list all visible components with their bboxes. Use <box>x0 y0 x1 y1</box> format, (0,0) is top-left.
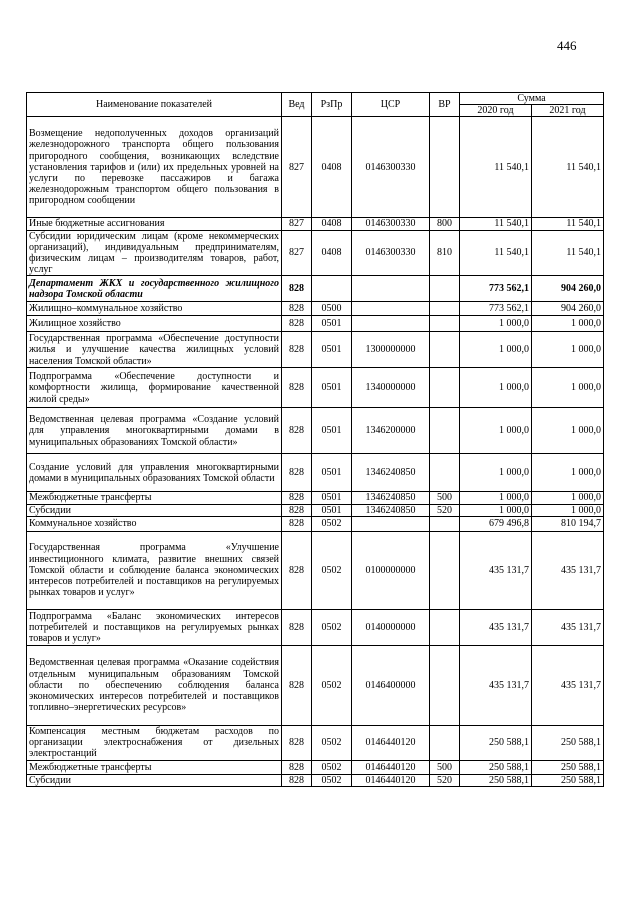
cell-csr: 0146440120 <box>352 760 430 774</box>
cell-rzpr: 0502 <box>312 516 352 531</box>
table-row <box>27 454 604 492</box>
table-row <box>27 531 604 609</box>
cell-vr <box>430 368 460 408</box>
cell-rzpr: 0502 <box>312 645 352 725</box>
cell-ved: 828 <box>282 504 312 516</box>
table-row <box>27 492 604 504</box>
cell-csr: 1346240850 <box>352 504 430 516</box>
cell-ved: 828 <box>282 408 312 454</box>
cell-csr: 1300000000 <box>352 332 430 368</box>
cell-name: Ведомственная целевая программа «Оказание содействия отдельным муниципальным образованиям Томской области по обеспечению соблюдения баланса экономических интересов потребителей и поставщиков топливно–энергетических ресурсов» <box>27 645 282 725</box>
table-row <box>27 725 604 760</box>
cell-rzpr: 0502 <box>312 774 352 786</box>
cell-2021: 1 000,0 <box>532 368 604 408</box>
cell-name: Компенсация местным бюджетам расходов по организации электроснабжения от дизельных электростанций <box>27 725 282 760</box>
cell-rzpr: 0501 <box>312 504 352 516</box>
cell-2021: 904 260,0 <box>532 302 604 316</box>
cell-vr <box>430 531 460 609</box>
header-rzpr: РзПр <box>312 93 352 117</box>
cell-2020: 1 000,0 <box>460 504 532 516</box>
header-2020: 2020 год <box>460 105 532 117</box>
cell-2021: 810 194,7 <box>532 516 604 531</box>
cell-name: Государственная программа «Улучшение инвестиционного климата, развитие внешних связей Томской области и соблюдение баланса экономических интересов потребителей и поставщиков на регулируемых рынках товаров и услуг» <box>27 531 282 609</box>
cell-2021: 1 000,0 <box>532 454 604 492</box>
cell-name: Субсидии <box>27 774 282 786</box>
cell-rzpr: 0502 <box>312 531 352 609</box>
cell-2020: 11 540,1 <box>460 230 532 276</box>
cell-2021: 1 000,0 <box>532 408 604 454</box>
cell-2020: 250 588,1 <box>460 774 532 786</box>
cell-rzpr: 0501 <box>312 316 352 332</box>
header-csr: ЦСР <box>352 93 430 117</box>
cell-name: Субсидии юридическим лицам (кроме некоммерческих организаций), индивидуальным предпринимателям, физическим лицам – производителям товаров, работ, услуг <box>27 230 282 276</box>
cell-2020: 1 000,0 <box>460 492 532 504</box>
cell-name: Межбюджетные трансферты <box>27 760 282 774</box>
cell-name: Субсидии <box>27 504 282 516</box>
cell-vr <box>430 332 460 368</box>
table-row <box>27 645 604 725</box>
cell-ved: 828 <box>282 316 312 332</box>
cell-name: Подпрограмма «Обеспечение доступности и комфортности жилища, формирование качественной жилой среды» <box>27 368 282 408</box>
cell-2020: 773 562,1 <box>460 302 532 316</box>
cell-2020: 435 131,7 <box>460 645 532 725</box>
cell-2020: 1 000,0 <box>460 368 532 408</box>
cell-vr: 520 <box>430 504 460 516</box>
cell-2021: 904 260,0 <box>532 276 604 302</box>
cell-2020: 435 131,7 <box>460 531 532 609</box>
cell-ved: 828 <box>282 516 312 531</box>
cell-2020: 1 000,0 <box>460 408 532 454</box>
budget-table <box>26 92 604 787</box>
cell-ved: 828 <box>282 774 312 786</box>
cell-name: Государственная программа «Обеспечение доступности жилья и улучшение качества жилищных условий населения Томской области» <box>27 332 282 368</box>
cell-2020: 11 540,1 <box>460 218 532 230</box>
cell-rzpr: 0502 <box>312 760 352 774</box>
cell-vr <box>430 276 460 302</box>
cell-csr <box>352 302 430 316</box>
cell-name: Ведомственная целевая программа «Создание условий для управления многоквартирными домами в муниципальных образованиях Томской области» <box>27 408 282 454</box>
cell-csr: 0146400000 <box>352 645 430 725</box>
cell-name: Создание условий для управления многоквартирными домами в муниципальных образованиях Томской области <box>27 454 282 492</box>
cell-ved: 827 <box>282 218 312 230</box>
cell-2020: 1 000,0 <box>460 316 532 332</box>
cell-name: Подпрограмма «Баланс экономических интересов потребителей и поставщиков на регулируемых рынках товаров и услуг» <box>27 609 282 645</box>
table-row <box>27 276 604 302</box>
page-number: 446 <box>557 38 577 53</box>
cell-vr <box>430 645 460 725</box>
cell-2020: 250 588,1 <box>460 760 532 774</box>
table-row <box>27 609 604 645</box>
table-row <box>27 368 604 408</box>
cell-2020: 11 540,1 <box>460 117 532 218</box>
header-2021: 2021 год <box>532 105 604 117</box>
cell-2021: 1 000,0 <box>532 492 604 504</box>
cell-ved: 828 <box>282 760 312 774</box>
header-name: Наименование показателей <box>27 93 282 117</box>
cell-csr: 1346240850 <box>352 492 430 504</box>
table-row <box>27 218 604 230</box>
cell-vr <box>430 516 460 531</box>
cell-2021: 250 588,1 <box>532 725 604 760</box>
cell-rzpr <box>312 276 352 302</box>
cell-ved: 828 <box>282 276 312 302</box>
cell-rzpr: 0501 <box>312 492 352 504</box>
cell-2020: 679 496,8 <box>460 516 532 531</box>
cell-ved: 828 <box>282 531 312 609</box>
table-row <box>27 302 604 316</box>
cell-rzpr: 0501 <box>312 454 352 492</box>
cell-csr: 0146440120 <box>352 725 430 760</box>
cell-2021: 1 000,0 <box>532 504 604 516</box>
cell-name: Иные бюджетные ассигнования <box>27 218 282 230</box>
cell-ved: 828 <box>282 368 312 408</box>
cell-2021: 250 588,1 <box>532 760 604 774</box>
table-row <box>27 504 604 516</box>
cell-name: Возмещение недополученных доходов организаций железнодорожного транспорта общего пользования пригородного сообщения, возникающих вследствие установления тарифов и (или) их предельных уровней на услуги по перевозке пассажиров и багажа железнодорожным транспортом общего пользования в пригородном сообщении <box>27 117 282 218</box>
cell-ved: 828 <box>282 332 312 368</box>
cell-2020: 250 588,1 <box>460 725 532 760</box>
cell-name: Жилищное хозяйство <box>27 316 282 332</box>
cell-ved: 828 <box>282 645 312 725</box>
table-row <box>27 774 604 786</box>
cell-csr <box>352 316 430 332</box>
cell-2021: 1 000,0 <box>532 332 604 368</box>
cell-rzpr: 0501 <box>312 408 352 454</box>
cell-ved: 827 <box>282 230 312 276</box>
cell-csr: 0100000000 <box>352 531 430 609</box>
cell-2020: 435 131,7 <box>460 609 532 645</box>
table-row <box>27 760 604 774</box>
cell-2021: 435 131,7 <box>532 531 604 609</box>
cell-ved: 827 <box>282 117 312 218</box>
cell-ved: 828 <box>282 302 312 316</box>
cell-2021: 435 131,7 <box>532 609 604 645</box>
cell-ved: 828 <box>282 492 312 504</box>
table-row <box>27 332 604 368</box>
cell-csr: 0146300330 <box>352 218 430 230</box>
cell-rzpr: 0408 <box>312 230 352 276</box>
cell-csr: 0146300330 <box>352 117 430 218</box>
cell-rzpr: 0502 <box>312 725 352 760</box>
table-body <box>27 117 604 787</box>
cell-csr: 0140000000 <box>352 609 430 645</box>
cell-vr <box>430 408 460 454</box>
cell-2021: 11 540,1 <box>532 117 604 218</box>
cell-csr: 1346200000 <box>352 408 430 454</box>
cell-csr: 1340000000 <box>352 368 430 408</box>
table-row <box>27 316 604 332</box>
table-row <box>27 408 604 454</box>
cell-2021: 11 540,1 <box>532 230 604 276</box>
cell-csr: 1346240850 <box>352 454 430 492</box>
cell-2021: 435 131,7 <box>532 645 604 725</box>
cell-vr <box>430 725 460 760</box>
cell-2021: 11 540,1 <box>532 218 604 230</box>
cell-csr <box>352 516 430 531</box>
cell-2020: 1 000,0 <box>460 454 532 492</box>
cell-ved: 828 <box>282 609 312 645</box>
cell-rzpr: 0501 <box>312 368 352 408</box>
table-row <box>27 117 604 218</box>
cell-name: Межбюджетные трансферты <box>27 492 282 504</box>
table-row <box>27 516 604 531</box>
cell-csr: 0146300330 <box>352 230 430 276</box>
cell-csr: 0146440120 <box>352 774 430 786</box>
cell-rzpr: 0408 <box>312 218 352 230</box>
cell-2021: 250 588,1 <box>532 774 604 786</box>
cell-name: Департамент ЖКХ и государственного жилищного надзора Томской области <box>27 276 282 302</box>
cell-vr: 810 <box>430 230 460 276</box>
cell-rzpr: 0501 <box>312 332 352 368</box>
cell-vr <box>430 609 460 645</box>
cell-csr <box>352 276 430 302</box>
cell-vr <box>430 117 460 218</box>
cell-vr: 520 <box>430 774 460 786</box>
header-vr: ВР <box>430 93 460 117</box>
cell-ved: 828 <box>282 725 312 760</box>
cell-rzpr: 0408 <box>312 117 352 218</box>
table-row <box>27 230 604 276</box>
header-ved: Вед <box>282 93 312 117</box>
header-sum: Сумма <box>460 93 604 105</box>
cell-vr: 800 <box>430 218 460 230</box>
cell-2021: 1 000,0 <box>532 316 604 332</box>
cell-2020: 1 000,0 <box>460 332 532 368</box>
cell-rzpr: 0500 <box>312 302 352 316</box>
cell-vr: 500 <box>430 492 460 504</box>
cell-rzpr: 0502 <box>312 609 352 645</box>
cell-vr <box>430 302 460 316</box>
cell-vr <box>430 454 460 492</box>
cell-name: Жилищно–коммунальное хозяйство <box>27 302 282 316</box>
cell-ved: 828 <box>282 454 312 492</box>
cell-vr <box>430 316 460 332</box>
cell-2020: 773 562,1 <box>460 276 532 302</box>
cell-name: Коммунальное хозяйство <box>27 516 282 531</box>
cell-vr: 500 <box>430 760 460 774</box>
